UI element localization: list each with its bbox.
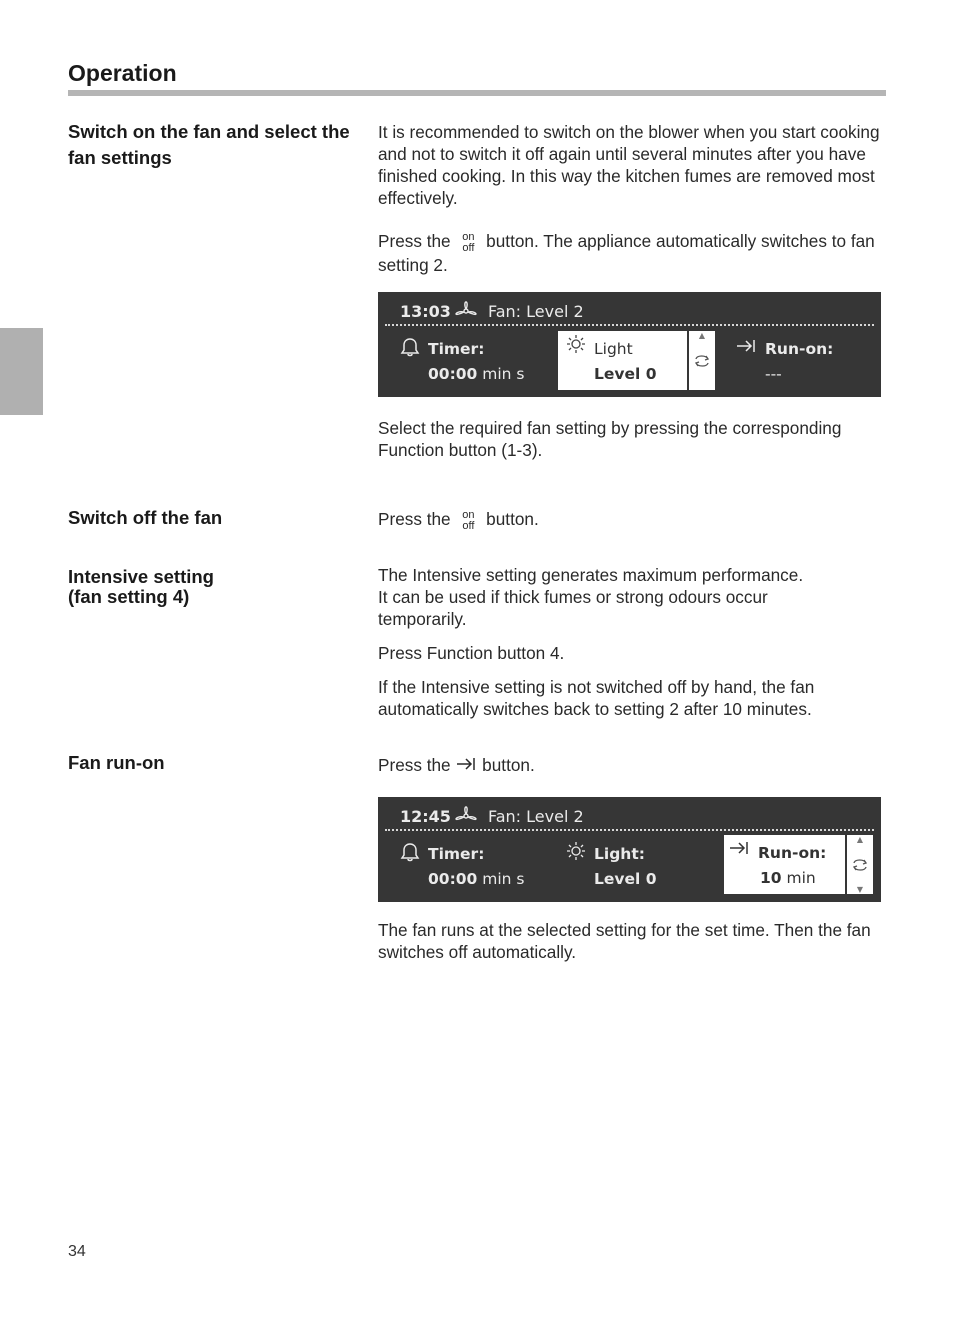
light-sun-icon [564,841,588,863]
run-on-icon [455,755,477,773]
para-select-setting: Select the required fan setting by pressing the corresponding Function button (1-3). [378,418,842,460]
timer-label: Timer: [428,845,485,863]
scroll-down-icon[interactable]: ▼ [856,885,864,894]
press-pre-text: Press the [378,231,451,251]
display-time: 12:45 [400,807,451,826]
para-run-on-result: The fan runs at the selected setting for the set time. Then the fan switches off automatically. [378,920,871,962]
light-field-selected[interactable] [558,331,687,390]
run-on-field-selected[interactable] [724,835,845,894]
para-intensive-auto: If the Intensive setting is not switched off by hand, the fan automatically switches back to setting 2 after 10 minutes. [378,677,815,719]
para-press-runon: Press the button. [378,755,535,775]
run-on-label: Run-on: [765,340,834,358]
display-time: 13:03 [400,302,451,321]
page-number: 34 [68,1243,86,1260]
para-intensive-use: It can be used if thick fumes or strong odours occur temporarily. [378,587,768,629]
fan-icon [454,301,478,321]
heading-switch-off: Switch off the fan [68,507,223,528]
para-recommendation: It is recommended to switch on the blower when you start cooking and not to switch it off again until several minutes after you have finished cooking. In this way the kitchen fumes are removed most effectively. [378,122,880,208]
display-fan-level: Fan: Level 2 [488,807,584,826]
heading-switch-on: Switch on the fan and select the fan settings [68,121,350,168]
cycle-icon [693,353,711,369]
dotted-divider [385,829,874,831]
para-intensive-perf: The Intensive setting generates maximum performance. [378,565,804,585]
run-on-label: Run-on: [758,844,827,862]
para-function-4: Press Function button 4. [378,643,565,663]
fan-icon [454,806,478,826]
para-press-off: Press the on off button. [378,509,539,532]
dotted-divider [385,324,874,326]
light-value: Level 0 [594,365,657,383]
side-tab-marker [0,328,43,415]
heading-run-on: Fan run-on [68,752,165,773]
light-label: Light: [594,845,645,863]
display-panel-run-on [378,797,881,902]
run-on-value: --- [765,365,782,383]
cycle-icon [851,857,869,873]
onoff-icon: on off [462,509,475,532]
light-label: Light [594,340,633,358]
light-scroll-control[interactable]: ▲ . [689,331,715,390]
run-on-scroll-control[interactable] [847,835,873,894]
page-title: Operation [68,60,177,86]
bell-icon [398,841,422,863]
press-post-text: button. The appliance automatically switches to fan setting 2. [378,231,875,275]
display-panel-light [378,292,881,397]
title-rule [68,90,886,96]
light-sun-icon [564,334,588,356]
scroll-up-icon[interactable]: ▲ [698,331,706,340]
timer-label: Timer: [428,340,485,358]
run-on-icon [728,839,750,857]
bell-icon [398,336,422,358]
timer-value: 00:00 min s [428,870,525,888]
para-press-onoff [378,230,890,276]
onoff-icon: on off [462,231,475,254]
timer-value: 00:00 min s [428,365,525,383]
heading-intensive: Intensive setting (fan setting 4) [68,566,214,607]
light-value: Level 0 [594,870,657,888]
scroll-up-icon[interactable]: ▲ [856,835,864,844]
run-on-value: 10 min [760,869,816,887]
display-fan-level: Fan: Level 2 [488,302,584,321]
run-on-icon [735,337,757,355]
